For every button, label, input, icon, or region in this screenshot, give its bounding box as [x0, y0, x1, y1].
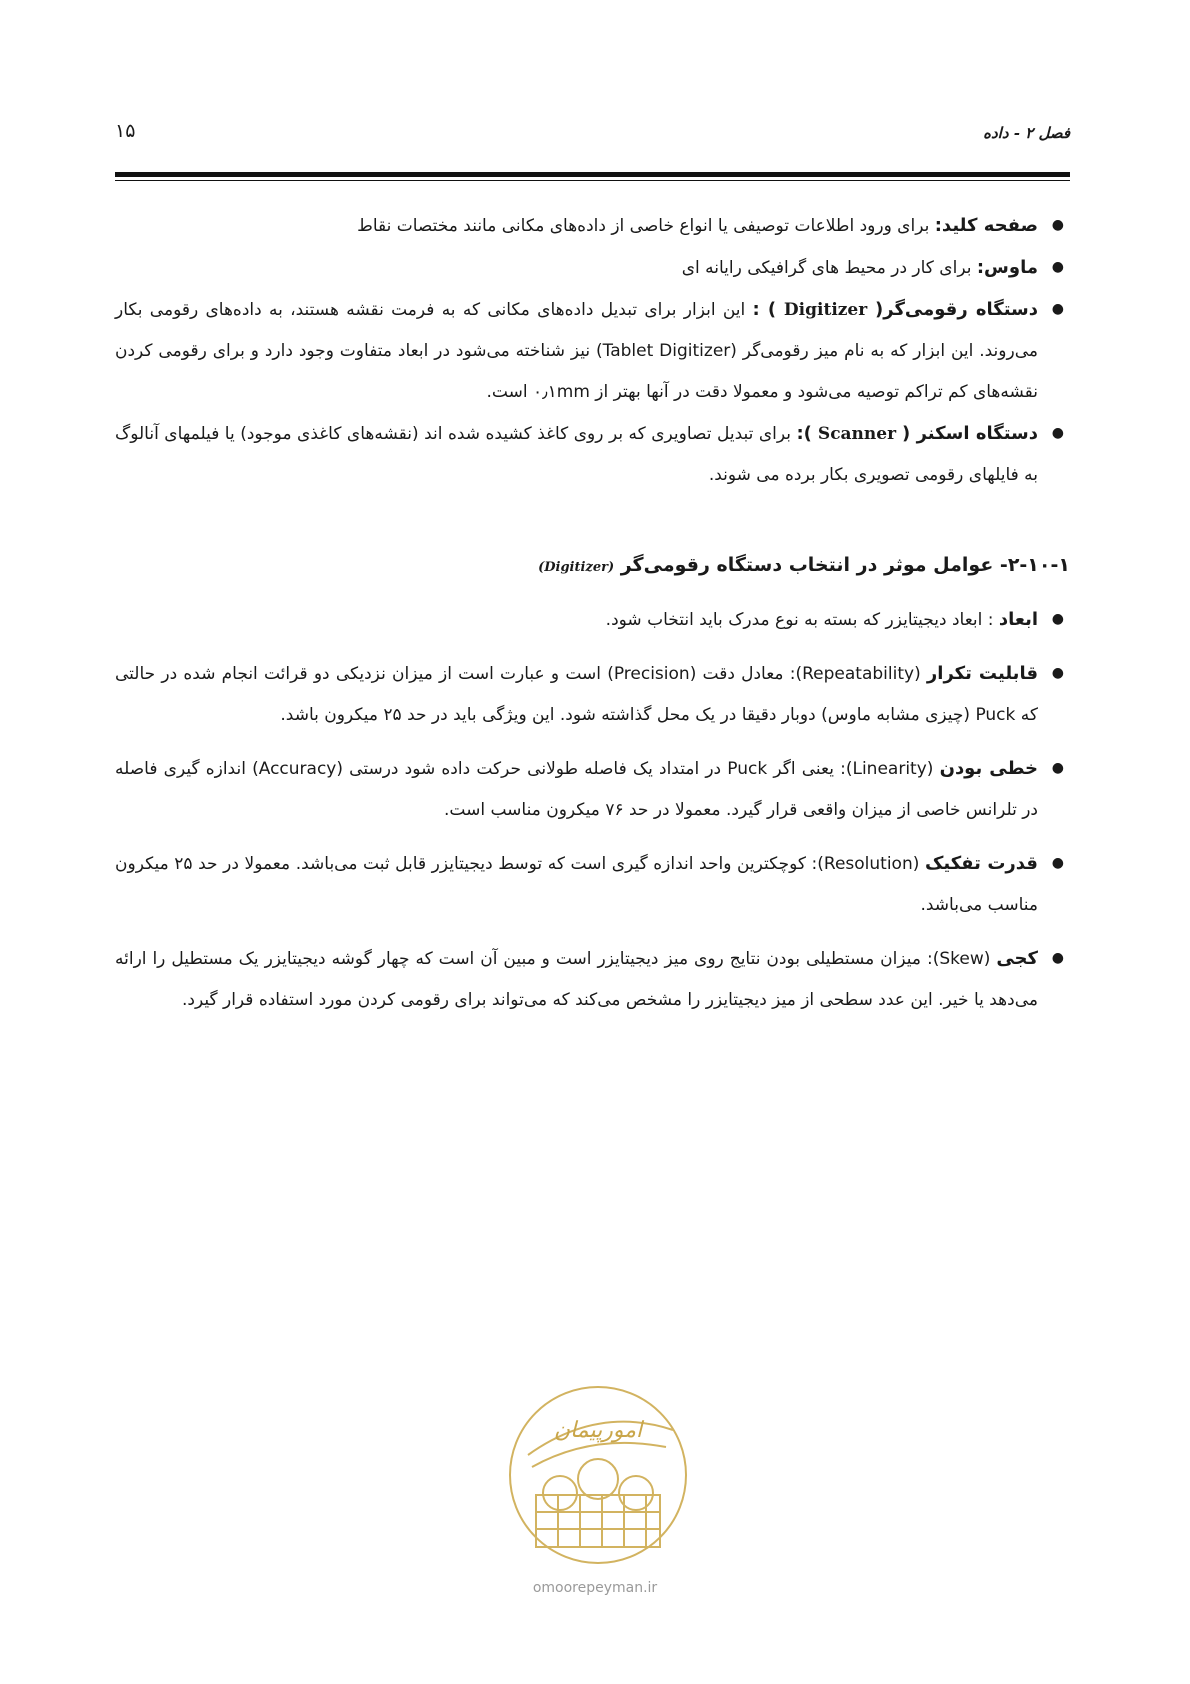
list-item: [115, 599, 1070, 641]
item-text: برای ورود اطلاعات توصیفی یا انواع خاصی از داده‌های مکانی مانند مختصات نقاط: [357, 216, 935, 236]
list-item: [115, 413, 1070, 496]
page-content: [115, 205, 1070, 1033]
bullet-icon: ●: [1051, 217, 1064, 233]
gear-icon: [543, 1476, 577, 1510]
item-term: کجی: [996, 948, 1038, 969]
bullet-icon: ●: [1051, 665, 1064, 681]
item-term: ابعاد: [998, 609, 1038, 630]
item-text: (Repeatability): معادل دقت (Precision) است و عبارت است از میزان نزدیکی دو قرائت انجام شده در حالتی که Puck (چیزی مشابه ماوس) دوبار دقیقا در یک محل گذاشته شود. این ویژگی باید در حد ۲۵ میکرون باشد.: [115, 664, 1038, 725]
item-term: دستگاه رقومی‌گر(: [875, 299, 1038, 320]
input-devices-list: [115, 205, 1070, 496]
watermark-logo: [498, 1375, 698, 1575]
item-text: (Resolution): کوچکترین واحد اندازه گیری است که توسط دیجیتایزر قابل ثبت می‌باشد. معمولا در حد ۲۵ میکرون مناسب می‌باشد.: [115, 854, 1038, 915]
bullet-icon: ●: [1051, 425, 1064, 441]
list-item: [115, 289, 1070, 413]
section-heading-text: ۲-۱۰-۱- عوامل موثر در انتخاب دستگاه رقومی‌گر: [620, 554, 1070, 576]
logo-text: امورپیمان: [553, 1418, 643, 1443]
item-term-suffix: ):: [796, 423, 812, 444]
section-heading: [115, 548, 1070, 585]
page-number: ۱۵: [115, 120, 136, 142]
bullet-icon: ●: [1051, 950, 1064, 966]
list-item: [115, 653, 1070, 736]
item-term-latin: Digitizer: [776, 300, 876, 320]
page-header: [115, 120, 1070, 154]
item-text: (Linearity): یعنی اگر Puck در امتداد یک فاصله طولانی حرکت داده شود درستی (Accuracy) اندازه گیری فاصله در تلرانس خاصی از میزان واقعی قرار گیرد. معمولا در حد ۷۶ میکرون مناسب است.: [115, 759, 1038, 820]
item-term-suffix: ) :: [752, 299, 777, 320]
item-text: برای کار در محیط های گرافیکی رایانه ای: [681, 258, 977, 278]
item-text: این ابزار برای تبدیل داده‌های مکانی که به فرمت نقشه هستند، به داده‌های رقومی بکار می‌روند. این ابزار که به نام میز رقومی‌گر (Tablet Digitizer) نیز شناخته می‌شود در ابعاد متفاوت وجود دارد و برای رقومی کردن نقشه‌های کم تراکم توصیه می‌شود و معمولا دقت در آنها بهتر از ۰٫۱mm است.: [115, 300, 1038, 402]
bullet-icon: ●: [1051, 855, 1064, 871]
gear-icon: [619, 1476, 653, 1510]
bullet-icon: ●: [1051, 301, 1064, 317]
logo-grid-frame: [536, 1495, 660, 1547]
header-rule-thick: [115, 172, 1070, 177]
item-term: قدرت تفکیک: [924, 853, 1038, 874]
list-item: [115, 205, 1070, 247]
list-item: [115, 247, 1070, 289]
section-heading-en: (Digitizer): [538, 560, 615, 575]
item-term-latin: Scanner: [811, 424, 903, 444]
chapter-title: فصل ۲ - داده: [983, 124, 1070, 142]
list-item: [115, 748, 1070, 831]
item-term: صفحه کلید:: [934, 215, 1038, 236]
header-rule-thin: [115, 180, 1070, 181]
digitizer-factors-list: [115, 599, 1070, 1021]
bullet-icon: ●: [1051, 611, 1064, 627]
item-term: خطی بودن: [939, 758, 1038, 779]
item-text: (Skew): میزان مستطیلی بودن نتایج روی میز دیجیتایزر است و مبین آن است که چهار گوشه دیجیتایزر یک مستطیل را ارائه می‌دهد یا خیر. این عدد سطحی از میز دیجیتایزر را مشخص می‌کند که می‌تواند برای رقومی کردن مورد استفاده قرار گیرد.: [115, 949, 1038, 1010]
watermark-site: omoorepeyman.ir: [532, 1580, 658, 1596]
bullet-icon: ●: [1051, 259, 1064, 275]
item-term: قابلیت تکرار: [926, 663, 1038, 684]
item-text: : ابعاد دیجیتایزر که بسته به نوع مدرک باید انتخاب شود.: [605, 610, 999, 630]
item-text: برای تبدیل تصاویری که بر روی کاغذ کشیده شده اند (نقشه‌های کاغذی موجود) یا فیلمهای آنالوگ به فایلهای رقومی تصویری بکار برده می شوند.: [115, 424, 1038, 485]
list-item: [115, 843, 1070, 926]
bullet-icon: ●: [1051, 760, 1064, 776]
list-item: [115, 938, 1070, 1021]
gear-icon: [578, 1459, 618, 1499]
item-term: ماوس:: [976, 257, 1038, 278]
item-term: دستگاه اسکنر (: [902, 423, 1038, 444]
